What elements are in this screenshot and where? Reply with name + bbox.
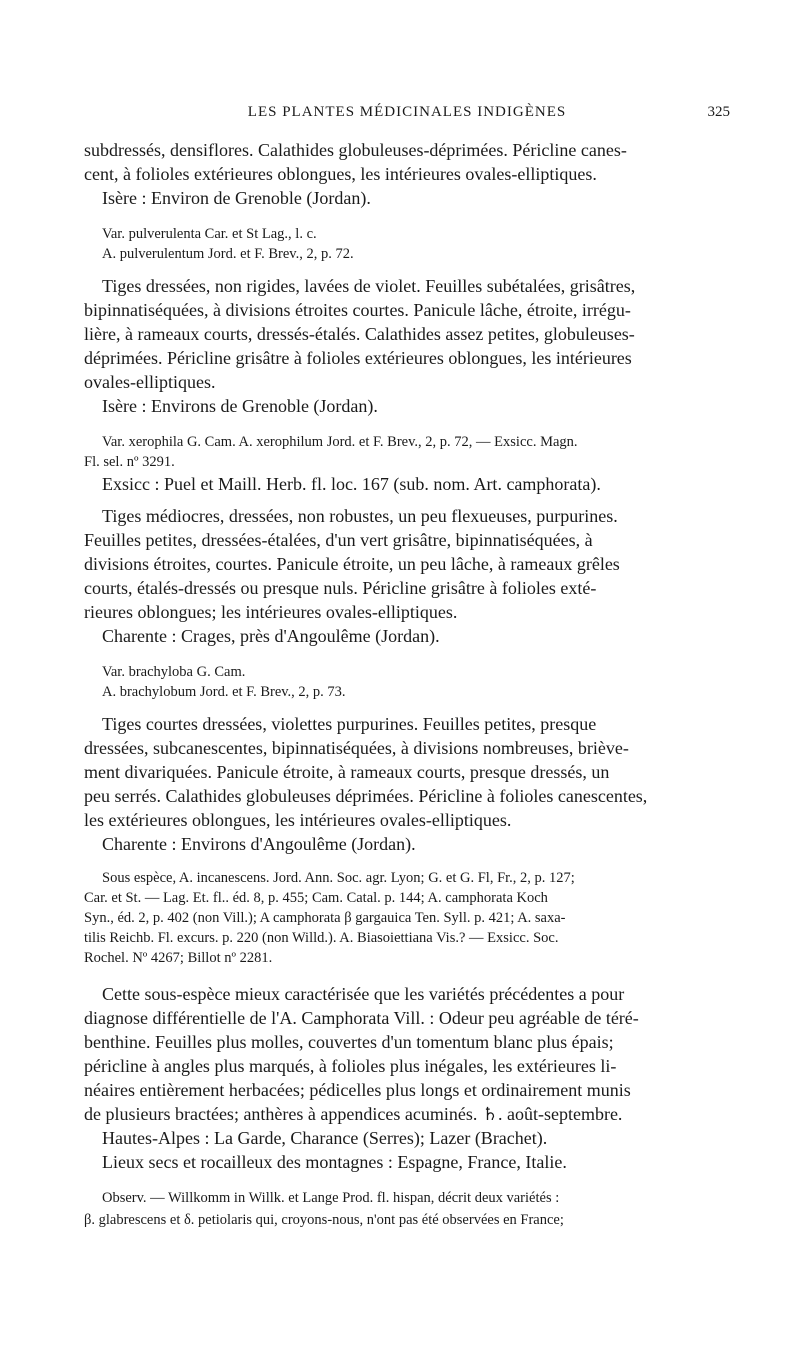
observation-line: β. glabrescens et δ. petiolaris qui, croyons-nous, n'ont pas été observées en France; [84, 1212, 564, 1228]
text-line: Tiges médiocres, dressées, non robustes, un peu flexueuses, purpurines. [102, 506, 618, 526]
text-line: de plusieurs bractées; anthères à appendices acuminés. ♄. août-septembre. [84, 1104, 623, 1124]
text-line: diagnose différentielle de l'A. Camphorata Vill. : Odeur peu agréable de téré- [84, 1008, 639, 1028]
text-line: subdressés, densiflores. Calathides globuleuses-déprimées. Péricline canes- [84, 140, 627, 160]
text-line: les extérieures oblongues, les intérieures ovales-elliptiques. [84, 810, 512, 830]
text-line: Rochel. Nº 4267; Billot nº 2281. [84, 950, 273, 966]
text-line: cent, à folioles extérieures oblongues, les intérieures ovales-elliptiques. [84, 164, 597, 184]
text-line: Feuilles petites, dressées-étalées, d'un vert grisâtre, bipinnatiséquées, à [84, 530, 593, 550]
text-line: Isère : Environs de Grenoble (Jordan). [102, 396, 378, 416]
text-line: Hautes-Alpes : La Garde, Charance (Serres); Lazer (Brachet). [102, 1128, 548, 1148]
text-line: Tiges dressées, non rigides, lavées de violet. Feuilles subétalées, grisâtres, [102, 276, 636, 296]
text-line: peu serrés. Calathides globuleuses déprimées. Péricline à folioles canescentes, [84, 786, 648, 806]
text-line: ment divariquées. Panicule étroite, à rameaux courts, presque dressés, un [84, 762, 610, 782]
text-line: rieures oblongues; les intérieures ovales-elliptiques. [84, 602, 458, 622]
running-title: LES PLANTES MÉDICINALES INDIGÈNES [247, 104, 567, 120]
text-line: Fl. sel. nº 3291. [84, 454, 175, 470]
text-line: Isère : Environ de Grenoble (Jordan). [102, 188, 371, 208]
text-line: Lieux secs et rocailleux des montagnes : Espagne, France, Italie. [102, 1152, 567, 1172]
synonym-line: A. pulverulentum Jord. et F. Brev., 2, p. 72. [102, 246, 354, 262]
text-line: benthine. Feuilles plus molles, couvertes d'un tomentum blanc plus épais; [84, 1032, 614, 1052]
text-line: Car. et St. — Lag. Et. fl.. éd. 8, p. 455; Cam. Catal. p. 144; A. camphorata Koch [84, 890, 548, 906]
body-text [84, 0, 730, 1362]
text-line: Syn., éd. 2, p. 402 (non Vill.); A camphorata β gargauica Ten. Syll. p. 421; A. saxa- [84, 910, 566, 926]
exsicc-line: Exsicc : Puel et Maill. Herb. fl. loc. 167 (sub. nom. Art. camphorata). [102, 474, 601, 494]
text-line: Charente : Crages, près d'Angoulême (Jordan). [102, 626, 440, 646]
text-line: divisions étroites, courtes. Panicule étroite, un peu lâche, à rameaux grêles [84, 554, 620, 574]
text-line: néaires entièrement herbacées; pédicelles plus longs et ordinairement munis [84, 1080, 631, 1100]
text-line: déprimées. Péricline grisâtre à folioles extérieures oblongues, les intérieures [84, 348, 632, 368]
text-line: bipinnatiséquées, à divisions étroites courtes. Panicule lâche, étroite, irrégu- [84, 300, 631, 320]
variety-line: Var. xerophila G. Cam. A. xerophilum Jord. et F. Brev., 2, p. 72, — Exsicc. Magn. [102, 434, 578, 450]
text-line: Cette sous-espèce mieux caractérisée que les variétés précédentes a pour [102, 984, 625, 1004]
page-number: 325 [707, 104, 730, 120]
text-line: ovales-elliptiques. [84, 372, 216, 392]
synonym-line: A. brachylobum Jord. et F. Brev., 2, p. 73. [102, 684, 346, 700]
text-line: Charente : Environs d'Angoulême (Jordan). [102, 834, 416, 854]
text-line: dressées, subcanescentes, bipinnatiséquées, à divisions nombreuses, briève- [84, 738, 629, 758]
text-line: lière, à rameaux courts, dressés-étalés. Calathides assez petites, globuleuses- [84, 324, 635, 344]
text-line: courts, étalés-dressés ou presque nuls. Péricline grisâtre à folioles exté- [84, 578, 597, 598]
text-line: péricline à angles plus marqués, à folioles plus inégales, les extérieures li- [84, 1056, 617, 1076]
variety-line: Var. brachyloba G. Cam. [102, 664, 246, 680]
observation-line: Observ. — Willkomm in Willk. et Lange Prod. fl. hispan, décrit deux variétés : [102, 1190, 560, 1206]
text-line: Tiges courtes dressées, violettes purpurines. Feuilles petites, presque [102, 714, 597, 734]
text-line: tilis Reichb. Fl. excurs. p. 220 (non Willd.). A. Biasoiettiana Vis.? — Exsicc. Soc. [84, 930, 559, 946]
variety-line: Var. pulverulenta Car. et St Lag., l. c. [102, 226, 317, 242]
subspecies-line: Sous espèce, A. incanescens. Jord. Ann. Soc. agr. Lyon; G. et G. Fl, Fr., 2, p. 127; [102, 870, 575, 886]
